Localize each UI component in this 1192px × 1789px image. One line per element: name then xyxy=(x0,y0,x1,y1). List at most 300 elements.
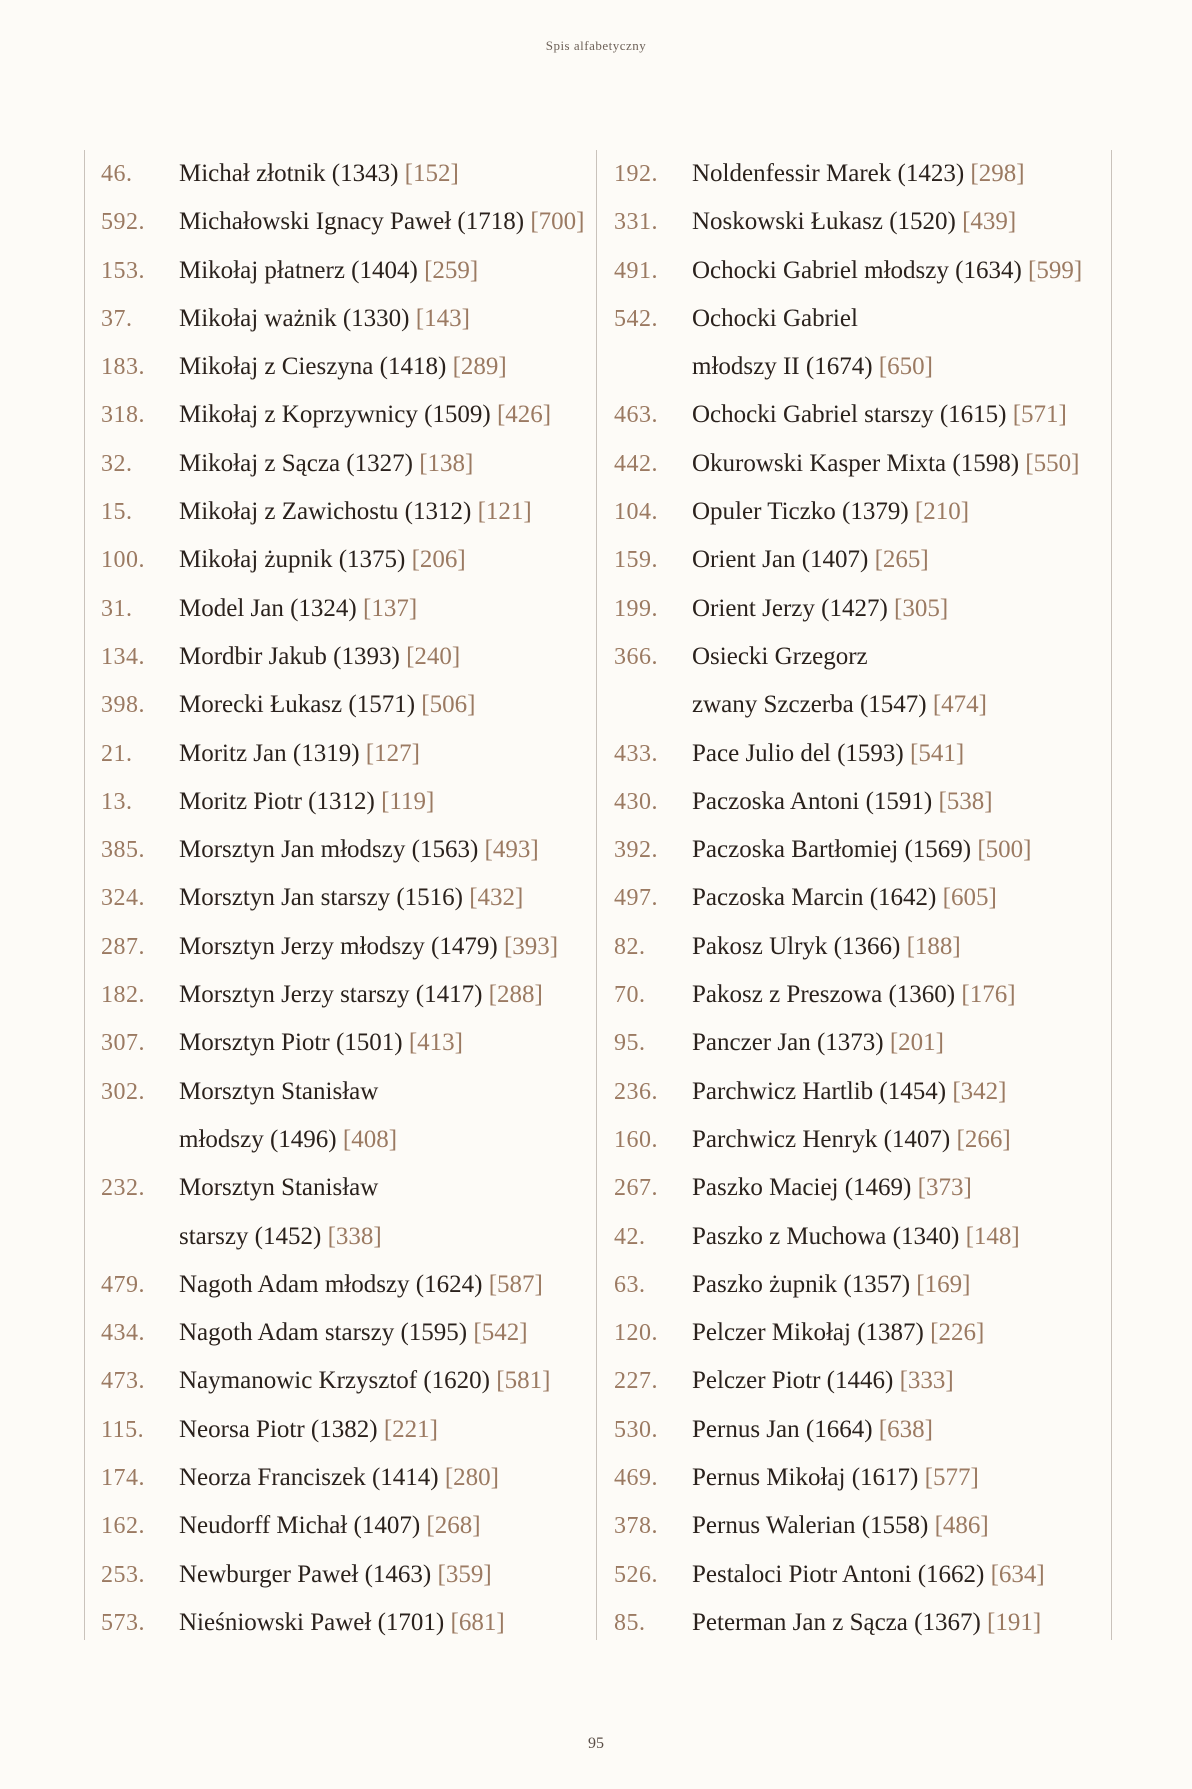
entry-name: Mikołaj z Koprzywnicy (1509) xyxy=(179,401,497,429)
entry-number: 497. xyxy=(614,885,658,912)
entry-name: Pestaloci Piotr Antoni (1662) xyxy=(692,1560,991,1588)
entry-text xyxy=(179,1599,505,1647)
entry-name: Paczoska Antoni (1591) xyxy=(692,787,939,815)
entry-reference: [137] xyxy=(363,594,418,622)
entry-name: młodszy (1496) xyxy=(179,1125,343,1153)
index-entry xyxy=(85,198,585,246)
entry-text xyxy=(179,730,420,778)
entry-reference: [226] xyxy=(930,1319,985,1347)
index-entry xyxy=(85,1019,585,1067)
entry-reference: [265] xyxy=(874,546,929,574)
index-entry xyxy=(85,681,585,729)
entry-name: Ochocki Gabriel młodszy (1634) xyxy=(692,256,1029,284)
entry-reference: [191] xyxy=(987,1608,1042,1636)
index-entry xyxy=(597,1502,1111,1550)
entry-name: Naymanowic Krzysztof (1620) xyxy=(179,1367,497,1395)
entry-reference: [577] xyxy=(924,1464,979,1492)
entry-reference: [266] xyxy=(956,1125,1011,1153)
entry-name: Neorza Franciszek (1414) xyxy=(179,1464,445,1492)
entry-text xyxy=(692,343,933,391)
index-entry xyxy=(85,1357,585,1405)
entry-number: 85. xyxy=(614,1609,646,1636)
entry-reference: [408] xyxy=(342,1125,398,1153)
entry-text xyxy=(179,150,459,198)
entry-text xyxy=(692,633,868,681)
entry-text xyxy=(179,971,543,1019)
entry-reference: [119] xyxy=(381,787,435,815)
index-entry xyxy=(597,681,1111,729)
entry-reference: [634] xyxy=(990,1560,1045,1588)
entry-text xyxy=(692,1406,933,1454)
entry-text xyxy=(179,295,470,343)
entry-reference: [638] xyxy=(878,1415,933,1443)
entry-text xyxy=(692,198,1016,246)
entry-reference: [486] xyxy=(934,1512,989,1540)
entry-name: Okurowski Kasper Mixta (1598) xyxy=(692,449,1026,477)
entry-reference: [542] xyxy=(473,1319,528,1347)
entry-reference: [259] xyxy=(424,256,479,284)
entry-text xyxy=(179,1116,397,1164)
entry-number: 82. xyxy=(614,933,646,960)
index-entry xyxy=(85,826,585,874)
entry-text xyxy=(179,488,532,536)
entry-name: Paszko z Muchowa (1340) xyxy=(692,1222,966,1250)
index-entry xyxy=(85,1551,585,1599)
index-entry xyxy=(597,1406,1111,1454)
entry-reference: [605] xyxy=(942,884,997,912)
entry-reference: [538] xyxy=(938,787,993,815)
entry-text xyxy=(179,1551,492,1599)
entry-reference: [121] xyxy=(477,498,532,526)
index-entry xyxy=(85,1309,585,1357)
entry-name: Mikołaj ważnik (1330) xyxy=(179,304,416,332)
entry-name: starszy (1452) xyxy=(179,1222,328,1250)
index-entry xyxy=(597,1357,1111,1405)
entry-number: 385. xyxy=(101,837,145,864)
entry-reference: [333] xyxy=(899,1367,954,1395)
entry-text xyxy=(692,1164,972,1212)
entry-text xyxy=(179,585,417,633)
entry-reference: [599] xyxy=(1028,256,1083,284)
entry-number: 479. xyxy=(101,1271,145,1298)
entry-text xyxy=(179,874,523,922)
entry-number: 160. xyxy=(614,1126,658,1153)
index-entry xyxy=(597,1551,1111,1599)
entry-text xyxy=(692,826,1032,874)
entry-text xyxy=(179,826,539,874)
entry-text xyxy=(179,440,473,488)
index-entry xyxy=(85,536,585,584)
index-entry xyxy=(597,1068,1111,1116)
entry-number: 174. xyxy=(101,1465,145,1492)
index-entry xyxy=(597,1309,1111,1357)
entry-text xyxy=(692,150,1025,198)
entry-text xyxy=(179,391,551,439)
index-entry xyxy=(85,1454,585,1502)
entry-name: Paczoska Marcin (1642) xyxy=(692,884,943,912)
entry-name: Parchwicz Hartlib (1454) xyxy=(692,1077,953,1105)
left-column xyxy=(84,150,585,1640)
entry-number: 13. xyxy=(101,788,133,815)
entry-number: 491. xyxy=(614,257,658,284)
entry-text xyxy=(692,295,858,343)
entry-reference: [188] xyxy=(906,932,961,960)
entry-number: 32. xyxy=(101,450,133,477)
index-entry xyxy=(597,1454,1111,1502)
entry-reference: [650] xyxy=(878,353,933,381)
entry-name: Morsztyn Jerzy młodszy (1479) xyxy=(179,932,504,960)
index-entry xyxy=(597,730,1111,778)
entry-name: Paszko Maciej (1469) xyxy=(692,1174,918,1202)
entry-name: Paszko żupnik (1357) xyxy=(692,1270,917,1298)
entry-number: 469. xyxy=(614,1465,658,1492)
entry-name: Mikołaj z Sącza (1327) xyxy=(179,449,420,477)
entry-reference: [201] xyxy=(889,1029,944,1057)
index-entry xyxy=(597,488,1111,536)
entry-number: 134. xyxy=(101,643,145,670)
entry-name: Nagoth Adam młodszy (1624) xyxy=(179,1270,489,1298)
entry-text xyxy=(692,730,964,778)
entry-name: zwany Szczerba (1547) xyxy=(692,691,933,719)
index-entry xyxy=(597,874,1111,922)
entry-reference: [413] xyxy=(408,1029,464,1057)
entry-text xyxy=(179,247,478,295)
entry-text xyxy=(692,1116,1011,1164)
entry-text xyxy=(692,778,993,826)
entry-reference: [587] xyxy=(488,1270,543,1298)
entry-text xyxy=(179,633,460,681)
entry-name: Mikołaj z Cieszyna (1418) xyxy=(179,353,453,381)
entry-number: 232. xyxy=(101,1175,145,1202)
index-entry xyxy=(85,633,585,681)
entry-number: 162. xyxy=(101,1513,145,1540)
index-entry xyxy=(85,1261,585,1309)
right-column xyxy=(596,150,1112,1640)
entry-reference: [541] xyxy=(910,739,965,767)
entry-number: 95. xyxy=(614,1030,646,1057)
index-entry xyxy=(85,1599,585,1647)
entry-name: Pelczer Mikołaj (1387) xyxy=(692,1319,931,1347)
entry-number: 37. xyxy=(101,305,133,332)
entry-text xyxy=(179,343,507,391)
index-entry xyxy=(597,150,1111,198)
entry-text xyxy=(179,536,466,584)
entry-number: 430. xyxy=(614,788,658,815)
index-entry xyxy=(85,1406,585,1454)
entry-reference: [373] xyxy=(917,1174,972,1202)
entry-reference: [206] xyxy=(411,546,466,574)
entry-text xyxy=(692,440,1079,488)
index-entry xyxy=(85,585,585,633)
entry-name: Morsztyn Stanisław xyxy=(179,1174,379,1202)
entry-text xyxy=(692,1502,989,1550)
entry-number: 592. xyxy=(101,209,145,236)
entry-name: Morsztyn Jerzy starszy (1417) xyxy=(179,981,489,1009)
entry-reference: [138] xyxy=(419,449,474,477)
entry-name: Pakosz Ulryk (1366) xyxy=(692,932,907,960)
entry-text xyxy=(179,1454,499,1502)
entry-name: Michał złotnik (1343) xyxy=(179,160,405,187)
entry-name: Neudorff Michał (1407) xyxy=(179,1512,427,1540)
index-entry xyxy=(85,1502,585,1550)
entry-reference: [240] xyxy=(406,642,461,670)
entry-number: 153. xyxy=(101,257,145,284)
index-entry xyxy=(597,971,1111,1019)
entry-name: Pernus Jan (1664) xyxy=(692,1415,879,1443)
index-entry xyxy=(597,633,1111,681)
index-entry xyxy=(85,440,585,488)
entry-number: 366. xyxy=(614,643,658,670)
entry-text xyxy=(692,1454,979,1502)
index-entry xyxy=(597,923,1111,971)
index-entry xyxy=(85,971,585,1019)
entry-number: 378. xyxy=(614,1513,658,1540)
entry-number: 104. xyxy=(614,499,658,526)
entry-name: Morsztyn Jan starszy (1516) xyxy=(179,884,470,912)
index-entry xyxy=(597,1599,1111,1647)
entry-name: Pakosz z Preszowa (1360) xyxy=(692,981,962,1009)
entry-number: 192. xyxy=(614,161,658,187)
index-entry xyxy=(597,1164,1111,1212)
entry-name: Panczer Jan (1373) xyxy=(692,1029,890,1057)
entry-reference: [426] xyxy=(496,401,552,429)
index-entry xyxy=(85,488,585,536)
entry-name: Morsztyn Stanisław xyxy=(179,1077,379,1105)
entry-name: Osiecki Grzegorz xyxy=(692,642,868,670)
index-entry xyxy=(597,391,1111,439)
entry-number: 42. xyxy=(614,1223,646,1250)
entry-reference: [342] xyxy=(952,1077,1007,1105)
entry-text xyxy=(692,1599,1041,1647)
entry-text xyxy=(179,1357,550,1405)
entry-text xyxy=(692,1261,970,1309)
entry-number: 115. xyxy=(101,1416,145,1443)
entry-name: Pace Julio del (1593) xyxy=(692,739,911,767)
entry-number: 100. xyxy=(101,547,145,574)
entry-reference: [280] xyxy=(444,1464,500,1492)
index-entry xyxy=(597,198,1111,246)
entry-name: Peterman Jan z Sącza (1367) xyxy=(692,1608,988,1636)
entry-number: 318. xyxy=(101,402,145,429)
entry-number: 287. xyxy=(101,933,145,960)
entry-text xyxy=(692,1357,954,1405)
entry-text xyxy=(179,1164,378,1212)
entry-reference: [500] xyxy=(977,836,1032,864)
entry-name: Nieśniowski Paweł (1701) xyxy=(179,1608,451,1636)
index-entry xyxy=(85,1213,585,1261)
entry-number: 236. xyxy=(614,1078,658,1105)
entry-text xyxy=(692,585,948,633)
entry-reference: [210] xyxy=(914,498,970,526)
entry-name: Moritz Jan (1319) xyxy=(179,739,366,767)
entry-number: 473. xyxy=(101,1368,145,1395)
entry-text xyxy=(179,1019,463,1067)
entry-name: Paczoska Bartłomiej (1569) xyxy=(692,836,978,864)
entry-reference: [298] xyxy=(970,160,1025,187)
entry-reference: [289] xyxy=(452,353,507,381)
entry-name: Morecki Łukasz (1571) xyxy=(179,691,422,719)
entry-number: 253. xyxy=(101,1561,145,1588)
entry-name: Newburger Paweł (1463) xyxy=(179,1560,438,1588)
entry-name: Model Jan (1324) xyxy=(179,594,363,622)
entry-reference: [305] xyxy=(894,594,949,622)
entry-text xyxy=(692,1551,1045,1599)
entry-number: 21. xyxy=(101,740,133,767)
entry-name: Michałowski Ignacy Paweł (1718) xyxy=(179,208,531,236)
entry-reference: [127] xyxy=(365,739,420,767)
entry-name: Pernus Mikołaj (1617) xyxy=(692,1464,925,1492)
running-title: Spis alfabetyczny xyxy=(545,38,647,53)
entry-reference: [268] xyxy=(426,1512,481,1540)
entry-number: 324. xyxy=(101,885,145,912)
index-entry xyxy=(597,585,1111,633)
entry-reference: [432] xyxy=(469,884,524,912)
index-entry xyxy=(85,150,585,198)
entry-text xyxy=(179,1068,378,1116)
entry-number: 573. xyxy=(101,1609,145,1636)
index-entry xyxy=(597,1261,1111,1309)
entry-number: 63. xyxy=(614,1271,646,1298)
entry-reference: [439] xyxy=(962,208,1017,236)
entry-reference: [143] xyxy=(415,304,470,332)
index-entry xyxy=(85,1068,585,1116)
entry-number: 15. xyxy=(101,499,133,526)
entry-text xyxy=(692,681,987,729)
entry-number: 199. xyxy=(614,595,658,622)
entry-number: 442. xyxy=(614,450,658,477)
entry-text xyxy=(692,971,1016,1019)
entry-name: Morsztyn Jan młodszy (1563) xyxy=(179,836,485,864)
entry-name: Parchwicz Henryk (1407) xyxy=(692,1125,957,1153)
entry-reference: [338] xyxy=(327,1222,382,1250)
entry-number: 434. xyxy=(101,1320,145,1347)
entry-name: Mikołaj żupnik (1375) xyxy=(179,546,412,574)
index-entry xyxy=(597,247,1111,295)
index-entry xyxy=(85,778,585,826)
entry-number: 46. xyxy=(101,161,133,187)
entry-reference: [176] xyxy=(961,981,1016,1009)
entry-text xyxy=(692,923,961,971)
entry-text xyxy=(179,1309,528,1357)
entry-number: 331. xyxy=(614,209,658,236)
entry-reference: [550] xyxy=(1025,449,1080,477)
entry-text xyxy=(179,778,434,826)
entry-number: 70. xyxy=(614,982,646,1009)
index-entry xyxy=(85,874,585,922)
entry-text xyxy=(179,923,558,971)
entry-number: 31. xyxy=(101,595,133,622)
entry-number: 433. xyxy=(614,740,658,767)
index-entry xyxy=(85,391,585,439)
index-entry xyxy=(85,730,585,778)
index-entry xyxy=(85,343,585,391)
entry-text xyxy=(692,1213,1020,1261)
entry-text xyxy=(179,1261,543,1309)
index-entry xyxy=(85,923,585,971)
entry-number: 302. xyxy=(101,1078,145,1105)
index-entry xyxy=(597,1213,1111,1261)
entry-reference: [221] xyxy=(383,1415,438,1443)
index-entry xyxy=(597,343,1111,391)
entry-text xyxy=(692,1309,984,1357)
entry-name: Ochocki Gabriel starszy (1615) xyxy=(692,401,1013,429)
entry-number: 307. xyxy=(101,1030,145,1057)
entry-text xyxy=(179,1502,481,1550)
entry-number: 183. xyxy=(101,354,145,381)
entry-text xyxy=(692,1019,944,1067)
entry-reference: [581] xyxy=(496,1367,551,1395)
entry-name: Orient Jan (1407) xyxy=(692,546,875,574)
page-number: 95 xyxy=(588,1735,604,1752)
entry-text xyxy=(692,488,969,536)
entry-number: 463. xyxy=(614,402,658,429)
entry-name: Nagoth Adam starszy (1595) xyxy=(179,1319,474,1347)
entry-text xyxy=(692,1068,1006,1116)
index-entry xyxy=(597,295,1111,343)
index-entry xyxy=(597,1019,1111,1067)
entry-reference: [148] xyxy=(965,1222,1020,1250)
entry-reference: [493] xyxy=(484,836,539,864)
entry-number: 398. xyxy=(101,692,145,719)
entry-text xyxy=(692,247,1082,295)
entry-name: Pernus Walerian (1558) xyxy=(692,1512,935,1540)
index-entry xyxy=(85,1116,585,1164)
entry-number: 526. xyxy=(614,1561,658,1588)
entry-name: Moritz Piotr (1312) xyxy=(179,787,382,815)
entry-reference: [288] xyxy=(488,981,543,1009)
entry-number: 267. xyxy=(614,1175,658,1202)
entry-name: Morsztyn Piotr (1501) xyxy=(179,1029,409,1057)
index-entry xyxy=(85,295,585,343)
entry-name: Neorsa Piotr (1382) xyxy=(179,1415,384,1443)
entry-number: 530. xyxy=(614,1416,658,1443)
index-entry xyxy=(597,536,1111,584)
entry-name: Orient Jerzy (1427) xyxy=(692,594,895,622)
index-entry xyxy=(85,1164,585,1212)
entry-reference: [474] xyxy=(932,691,988,719)
entry-reference: [571] xyxy=(1012,401,1067,429)
entry-name: Pelczer Piotr (1446) xyxy=(692,1367,900,1395)
entry-name: Opuler Ticzko (1379) xyxy=(692,498,915,526)
entry-number: 542. xyxy=(614,305,658,332)
index-entry xyxy=(597,778,1111,826)
entry-name: Noskowski Łukasz (1520) xyxy=(692,208,963,236)
entry-number: 159. xyxy=(614,547,658,574)
entry-number: 182. xyxy=(101,982,145,1009)
entry-reference: [152] xyxy=(404,160,459,187)
index-entry xyxy=(597,440,1111,488)
entry-reference: [169] xyxy=(916,1270,971,1298)
entry-text xyxy=(179,1213,382,1261)
entry-name: Mikołaj z Zawichostu (1312) xyxy=(179,498,478,526)
entry-reference: [506] xyxy=(421,691,476,719)
entry-text xyxy=(692,391,1067,439)
index-entry xyxy=(85,247,585,295)
entry-text xyxy=(179,681,475,729)
entry-text xyxy=(692,874,997,922)
entry-reference: [393] xyxy=(503,932,559,960)
entry-name: młodszy II (1674) xyxy=(692,353,879,381)
entry-reference: [359] xyxy=(437,1560,492,1588)
entry-text xyxy=(179,1406,438,1454)
entry-number: 392. xyxy=(614,837,658,864)
entry-name: Ochocki Gabriel xyxy=(692,304,858,332)
entry-name: Noldenfessir Marek (1423) xyxy=(692,160,971,187)
index-entry xyxy=(597,826,1111,874)
entry-text xyxy=(692,536,929,584)
entry-text xyxy=(179,198,584,246)
entry-reference: [700] xyxy=(530,208,585,236)
